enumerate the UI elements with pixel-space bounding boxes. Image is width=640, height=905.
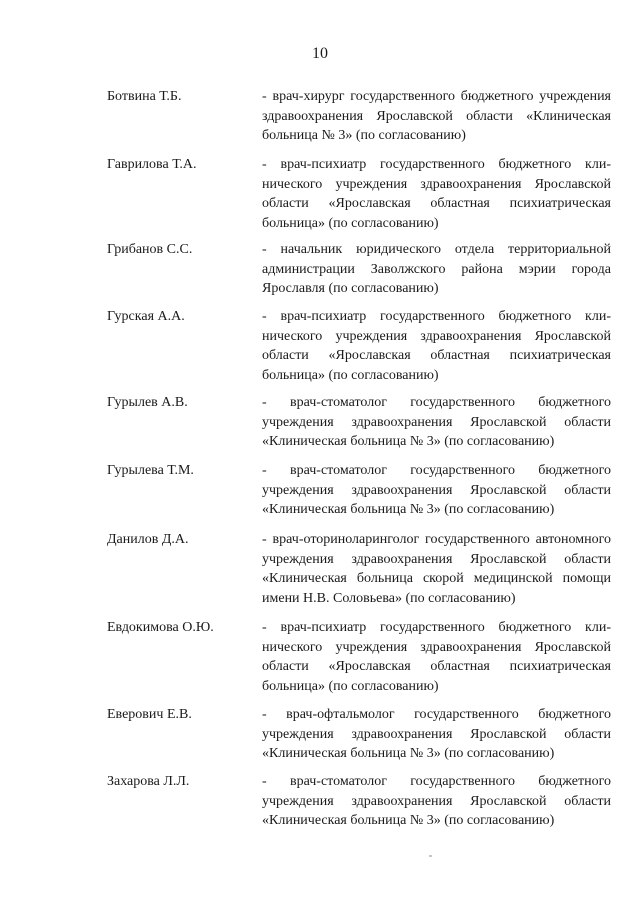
person-name: Еверович Е.В. [107, 707, 192, 722]
person-name: Гурылева Т.М. [107, 463, 194, 478]
person-name: Данилов Д.А. [107, 532, 189, 547]
person-name: Евдокимова О.Ю. [107, 620, 214, 635]
person-name: Захарова Л.Л. [107, 774, 190, 789]
person-position: - врач-офтальмолог государственного бюджетного учреждения здравоохранения Ярославской области «Клиническая больница № 3» (по согласованию) [262, 707, 611, 761]
person-position: - врач-оториноларинголог государственного автономного учреждения здравоохранения Ярославской области «Клиническая больница скорой медицинской помощи имени Н.В. Соловьева» (по согласованию) [262, 532, 611, 606]
person-position: - врач-психиатр государственного бюджетного клинического учреждения здравоохранения Ярославской области «Ярославская областная психиатрическая больница» (по согласованию) [262, 157, 611, 231]
person-name: Гурылев А.В. [107, 395, 188, 410]
person-name: Грибанов С.С. [107, 242, 193, 257]
person-name: Ботвина Т.Б. [107, 89, 182, 104]
person-position: - врач-психиатр государственного бюджетного клинического учреждения здравоохранения Ярославской области «Ярославская областная психиатрическая больница» (по согласованию) [262, 620, 611, 694]
person-position: - врач-стоматолог государственного бюджетного учреждения здравоохранения Ярославской области «Клиническая больница № 3» (по согласованию) [262, 395, 611, 449]
person-position: - врач-хирург государственного бюджетного учреждения здравоохранения Ярославской области «Клиническая больница № 3» (по согласованию) [262, 89, 611, 143]
scan-speck [429, 855, 432, 857]
page-number: 10 [312, 45, 328, 62]
person-position: - врач-стоматолог государственного бюджетного учреждения здравоохранения Ярославской области «Клиническая больница № 3» (по согласованию) [262, 463, 611, 517]
person-position: - врач-стоматолог государственного бюджетного учреждения здравоохранения Ярославской области «Клиническая больница № 3» (по согласованию) [262, 774, 611, 828]
person-name: Гаврилова Т.А. [107, 157, 197, 172]
person-name: Гурская А.А. [107, 309, 185, 324]
person-position: - врач-психиатр государственного бюджетного клинического учреждения здравоохранения Ярославской области «Ярославская областная психиатрическая больница» (по согласованию) [262, 309, 611, 383]
person-position: - начальник юридического отдела территориальной администрации Заволжского района мэрии города Ярославля (по согласованию) [262, 242, 611, 296]
